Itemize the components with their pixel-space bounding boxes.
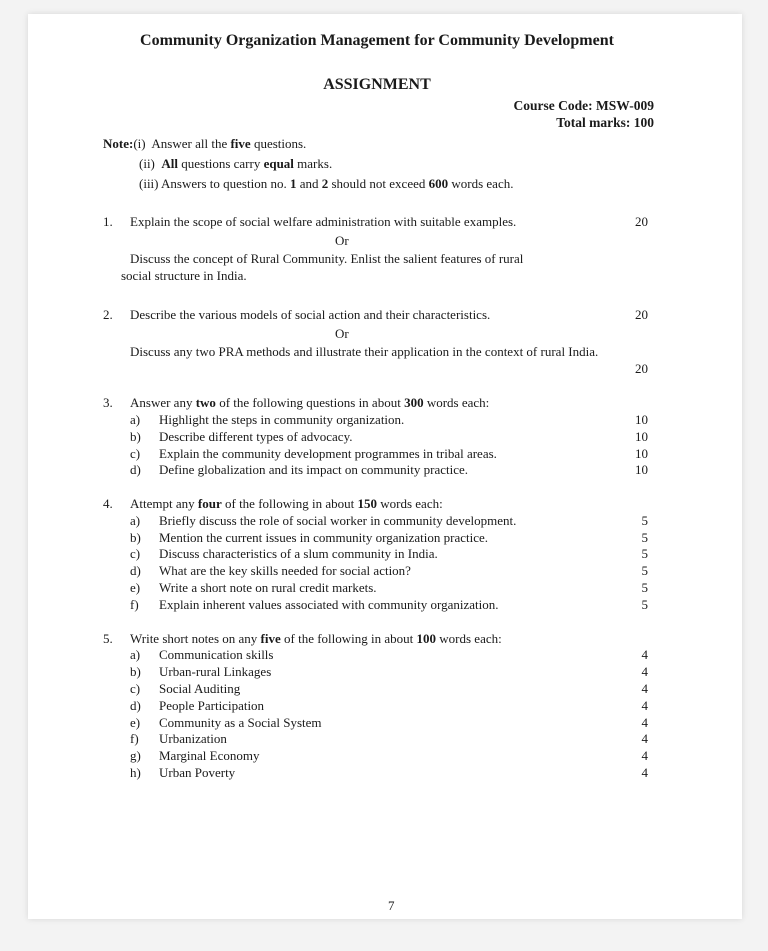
q1-marks: 20 <box>635 214 648 229</box>
q3-item-text: Explain the community development programmes in tribal areas. <box>159 446 497 461</box>
q4-item-letter: b) <box>130 530 141 545</box>
q1-number: 1. <box>103 214 113 229</box>
q5-item-text: Urban Poverty <box>159 765 236 780</box>
note-line-ii: (ii) All questions carry equal marks. <box>139 156 333 171</box>
q5-item-letter: c) <box>130 681 141 696</box>
document-title: Community Organization Management for Community Development <box>140 32 614 49</box>
q5-item-marks: 4 <box>641 698 648 713</box>
q2-alt-line1: Discuss any two PRA methods and illustrate their application in the context of rural India. <box>130 344 599 359</box>
q4-item-marks: 5 <box>641 563 648 578</box>
q5-item-marks: 4 <box>641 647 648 662</box>
q3-item-marks: 10 <box>635 446 648 461</box>
q4-number: 4. <box>103 496 113 511</box>
q5-item-letter: b) <box>130 664 141 679</box>
q3-lead: Answer any two of the following questions in about 300 words each: <box>130 395 490 410</box>
q1-or: Or <box>335 233 349 248</box>
assignment-heading: ASSIGNMENT <box>323 76 431 93</box>
q5-item-marks: 4 <box>641 681 648 696</box>
q3-item-letter: b) <box>130 429 141 444</box>
q4-item-letter: d) <box>130 563 141 578</box>
q5-number: 5. <box>103 631 113 646</box>
q5-item-letter: e) <box>130 715 141 730</box>
page-number: 7 <box>388 898 395 913</box>
course-code: Course Code: MSW-009 <box>513 98 654 113</box>
q3-item-text: Highlight the steps in community organization. <box>159 412 405 427</box>
q2-text: Describe the various models of social action and their characteristics. <box>130 307 491 322</box>
q4-lead: Attempt any four of the following in about 150 words each: <box>130 496 443 511</box>
q2-marks: 20 <box>635 307 648 322</box>
document-page <box>28 14 742 919</box>
q5-item-text: Marginal Economy <box>159 748 260 763</box>
q4-item-text: What are the key skills needed for social action? <box>159 563 411 578</box>
q3-item-text: Define globalization and its impact on community practice. <box>159 462 469 477</box>
q4-item-marks: 5 <box>641 546 648 561</box>
q5-item-letter: f) <box>130 731 139 746</box>
q1-text: Explain the scope of social welfare administration with suitable examples. <box>130 214 517 229</box>
q5-item-letter: h) <box>130 765 141 780</box>
q1-alt-line2: social structure in India. <box>121 268 247 283</box>
note-line-i: Note:(i) Answer all the five questions. <box>103 136 307 151</box>
q5-item-text: Communication skills <box>159 647 274 662</box>
q4-item-text: Explain inherent values associated with community organization. <box>159 597 499 612</box>
q3-item-letter: d) <box>130 462 141 477</box>
q4-item-marks: 5 <box>641 513 648 528</box>
q3-number: 3. <box>103 395 113 410</box>
q5-item-text: Social Auditing <box>159 681 241 696</box>
q2-or: Or <box>335 326 349 341</box>
q4-item-text: Discuss characteristics of a slum community in India. <box>159 546 438 561</box>
note-label: Note: <box>103 136 134 151</box>
q5-item-marks: 4 <box>641 731 648 746</box>
q4-item-marks: 5 <box>641 597 648 612</box>
q4-item-text: Briefly discuss the role of social worker in community development. <box>159 513 517 528</box>
total-marks: Total marks: 100 <box>556 115 654 130</box>
q5-item-text: People Participation <box>159 698 265 713</box>
q4-item-text: Mention the current issues in community organization practice. <box>159 530 489 545</box>
q4-item-letter: f) <box>130 597 139 612</box>
q4-item-letter: a) <box>130 513 141 528</box>
q5-item-text: Community as a Social System <box>159 715 322 730</box>
q5-item-text: Urban-rural Linkages <box>159 664 272 679</box>
q3-item-text: Describe different types of advocacy. <box>159 429 353 444</box>
q4-item-marks: 5 <box>641 530 648 545</box>
q5-item-letter: g) <box>130 748 141 763</box>
q5-lead: Write short notes on any five of the following in about 100 words each: <box>130 631 502 646</box>
q2-number: 2. <box>103 307 113 322</box>
q5-item-letter: a) <box>130 647 141 662</box>
q3-item-marks: 10 <box>635 412 648 427</box>
q3-item-marks: 10 <box>635 462 648 477</box>
q5-item-letter: d) <box>130 698 141 713</box>
q4-item-marks: 5 <box>641 580 648 595</box>
q4-item-letter: e) <box>130 580 141 595</box>
q1-alt-line1: Discuss the concept of Rural Community. Enlist the salient features of rural <box>130 251 524 266</box>
q2-alt-marks: 20 <box>635 361 648 376</box>
q5-item-text: Urbanization <box>159 731 227 746</box>
q3-item-marks: 10 <box>635 429 648 444</box>
note-line-iii: (iii) Answers to question no. 1 and 2 should not exceed 600 words each. <box>139 176 514 191</box>
q5-item-marks: 4 <box>641 664 648 679</box>
q5-item-marks: 4 <box>641 748 648 763</box>
q3-item-letter: a) <box>130 412 141 427</box>
q5-item-marks: 4 <box>641 765 648 780</box>
q3-item-letter: c) <box>130 446 141 461</box>
q4-item-letter: c) <box>130 546 141 561</box>
q4-item-text: Write a short note on rural credit markets. <box>159 580 377 595</box>
q5-item-marks: 4 <box>641 715 648 730</box>
